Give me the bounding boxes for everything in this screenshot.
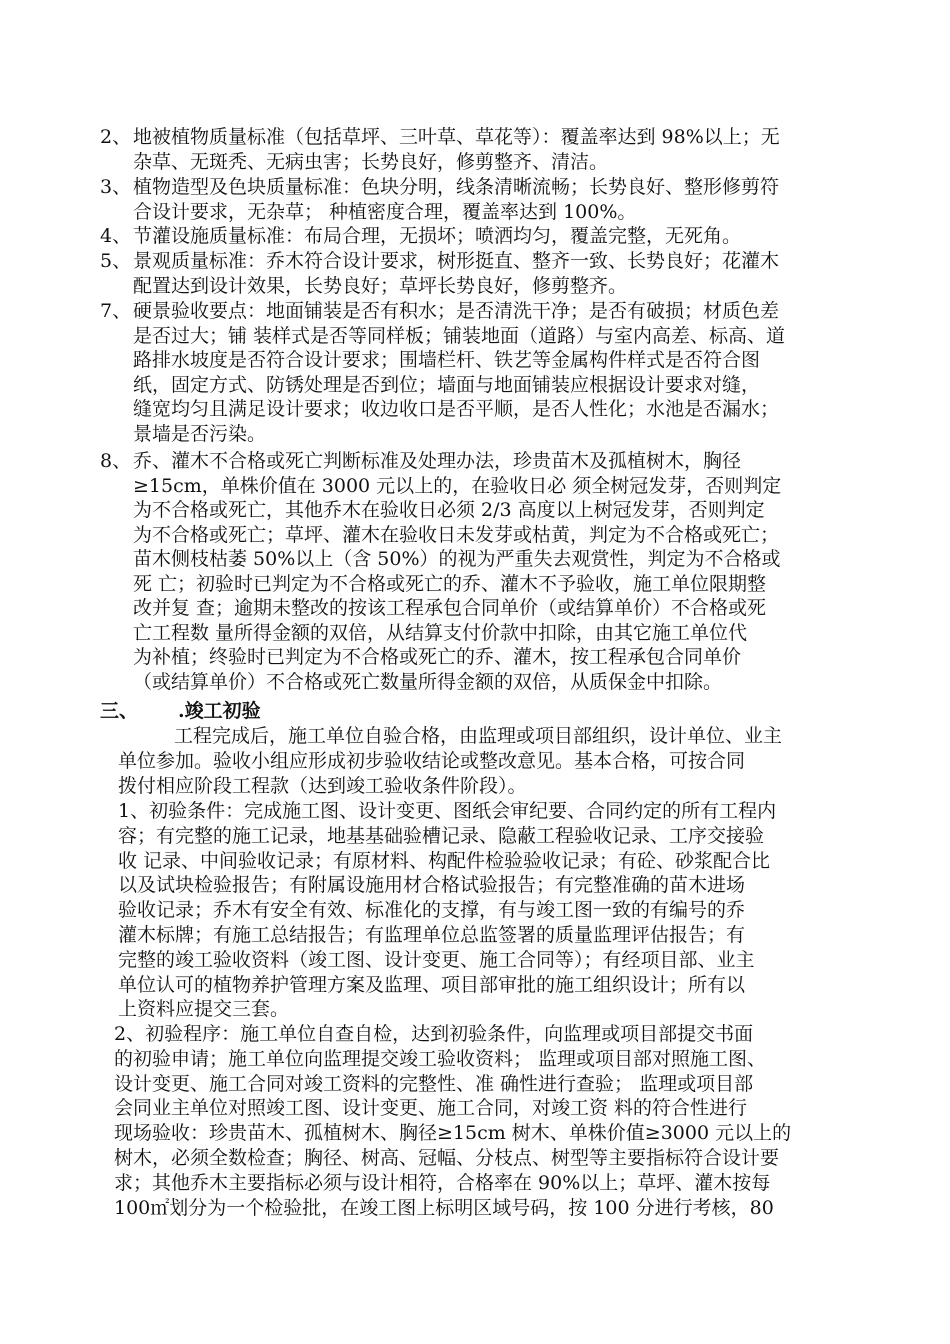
list-item-4 (100, 224, 860, 249)
item-number: 3、 (100, 176, 132, 198)
item-line: 节灌设施质量标准：布局合理，无损坏；喷洒均匀，覆盖完整，无死角。 (133, 225, 742, 247)
paragraph-line: 求；其他乔木主要指标必须与设计相符，合格率在 90%以上；草坪、灌木按每 (114, 1171, 771, 1194)
item-line: 为不合格或死亡，其他乔木在验收日必须 2/3 高度以上树冠发芽，否则判定 (133, 499, 765, 521)
paragraph-line: 1、初验条件：完成施工图、设计变更、图纸会审纪要、合同约定的所有工程内 (118, 800, 777, 822)
item-line: （或结算单价）不合格或死亡数量所得金额的双倍，从质保金中扣除。 (133, 670, 723, 693)
paragraph-line: 的初验申请；施工单位向监理提交竣工验收资料； 监理或项目部对照施工图、 (114, 1047, 767, 1070)
paragraph-line: 灌木标牌；有施工总结报告；有监理单位总监签署的质量监理评估报告；有 (118, 923, 746, 946)
paragraph-line: 现场验收：珍贵苗木、孤植树木、胸径≥15cm 树木、单株价值≥3000 元以上的 (114, 1122, 792, 1145)
paragraph-line: 100㎡划分为一个检验批，在竣工图上标明区域号码，按 100 分进行考核，80 (114, 1196, 774, 1219)
item-line: 配置达到设计效果，长势良好；草坪长势良好，修剪整齐。 (133, 274, 628, 297)
list-item-7 (100, 299, 860, 446)
item-line: 景墙是否污染。 (133, 422, 267, 445)
section-title: .竣工初验 (178, 700, 261, 722)
item-line: 是否过大；铺 装样式是否等同样板；铺装地面（道路）与室内高差、标高、道 (133, 324, 786, 347)
paragraph-line: 上资料应提交三套。 (118, 998, 290, 1021)
paragraph-line: 工程完成后，施工单位自验合格，由监理或项目部组织，设计单位、业主 (174, 725, 783, 747)
paragraph-line: 会同业主单位对照竣工图、设计变更、施工合同，对竣工资 料的符合性进行 (114, 1097, 748, 1120)
list-item-2 (100, 125, 860, 174)
item-number: 5、 (100, 250, 132, 272)
paragraph-line: 拨付相应阶段工程款（达到竣工验收条件阶段）。 (118, 774, 527, 797)
paragraph-line: 完整的竣工验收资料（竣工图、设计变更、施工合同等）；有经项目部、业主 (118, 948, 755, 971)
item-line: 乔、灌木不合格或死亡判断标准及处理办法，珍贵苗木及孤植树木，胸径 (133, 450, 742, 472)
section-heading (100, 699, 261, 723)
item-line: 合设计要求，无杂草； 种植密度合理，覆盖率达到 100%。 (133, 200, 637, 223)
paragraph-line: 容；有完整的施工记录，地基基础验槽记录、隐蔽工程验收记录、工序交接验 (118, 824, 765, 847)
initial-inspection-procedure (114, 1022, 874, 1220)
item-line: 路排水坡度是否符合设计要求；围墙栏杆、铁艺等金属构件样式是否符合图 (133, 349, 761, 371)
paragraph-line: 单位参加。验收小组应形成初步验收结论或整改意见。基本合格，可按合同 (118, 749, 746, 772)
item-line: 植物造型及色块质量标准：色块分明，线条清晰流畅；长势良好、整形修剪符 (133, 176, 780, 198)
list-item-3 (100, 175, 860, 224)
item-line: 硬景验收要点：地面铺装是否有积水；是否清洗干净；是否有破损；材质色差 (133, 300, 780, 322)
item-line: 纸，固定方式、防锈处理是否到位；墙面与地面铺装应根据设计要求对缝， (133, 373, 761, 396)
list-item-5 (100, 249, 860, 298)
item-line: 改并复 查；逾期未整改的按该工程承包合同单价（或结算单价）不合格或死 (133, 597, 767, 619)
paragraph-line: 2、初验程序：施工单位自查自检，达到初验条件，向监理或项目部提交书面 (114, 1023, 754, 1045)
paragraph-line: 验收记录；乔木有安全有效、标准化的支撑，有与竣工图一致的有编号的乔 (118, 899, 746, 922)
paragraph-line: 收 记录、中间验收记录；有原材料、构配件检验验收记录；有砼、砂浆配合比 (118, 849, 771, 872)
item-number: 4、 (100, 225, 132, 247)
list-item-8 (100, 449, 860, 694)
item-line: 为补植；终验时已判定为不合格或死亡的乔、灌木，按工程承包合同单价 (133, 646, 742, 668)
initial-inspection-conditions (118, 799, 878, 1022)
item-number: 8、 (100, 450, 132, 472)
item-line: 死 亡；初验时已判定为不合格或死亡的乔、灌木不予验收，施工单位限期整 (133, 572, 767, 595)
paragraph-line: 树木，必须全数检查；胸径、树高、冠幅、分枝点、树型等主要指标符合设计要 (114, 1146, 780, 1169)
paragraph-line: 设计变更、施工合同对竣工资料的完整性、准 确性进行查验； 监理或项目部 (114, 1072, 754, 1095)
item-line: 景观质量标准：乔木符合设计要求，树形挺直、整齐一致、长势良好；花灌木 (133, 250, 780, 272)
item-line: 缝宽均匀且满足设计要求；收边收口是否平顺，是否人性化；水池是否漏水； (133, 398, 780, 420)
item-line: 亡工程数 量所得金额的双倍，从结算支付价款中扣除，由其它施工单位代 (133, 621, 748, 644)
item-line: 为不合格或死亡；草坪、灌木在验收日未发芽或枯黄，判定为不合格或死亡； (133, 523, 780, 546)
item-line: 苗木侧枝枯萎 50%以上（含 50%）的视为严重失去观赏性，判定为不合格或 (133, 548, 781, 570)
item-line: 地被植物质量标准（包括草坪、三叶草、草花等）：覆盖率达到 98%以上；无 (133, 126, 780, 148)
paragraph-line: 单位认可的植物养护管理方案及监理、项目部审批的施工组织设计；所有以 (118, 973, 746, 996)
item-number: 2、 (100, 126, 132, 148)
item-number: 7、 (100, 300, 132, 322)
intro-paragraph (118, 724, 878, 798)
paragraph-line: 以及试块检验报告；有附属设施用材合格试验报告；有完整准确的苗木进场 (118, 874, 746, 897)
item-line: 杂草、无斑秃、无病虫害；长势良好，修剪整齐、清洁。 (133, 150, 609, 173)
item-line: ≥15cm，单株价值在 3000 元以上的，在验收日必 须全树冠发芽，否则判定 (133, 474, 782, 497)
section-number: 三、 (100, 700, 139, 722)
